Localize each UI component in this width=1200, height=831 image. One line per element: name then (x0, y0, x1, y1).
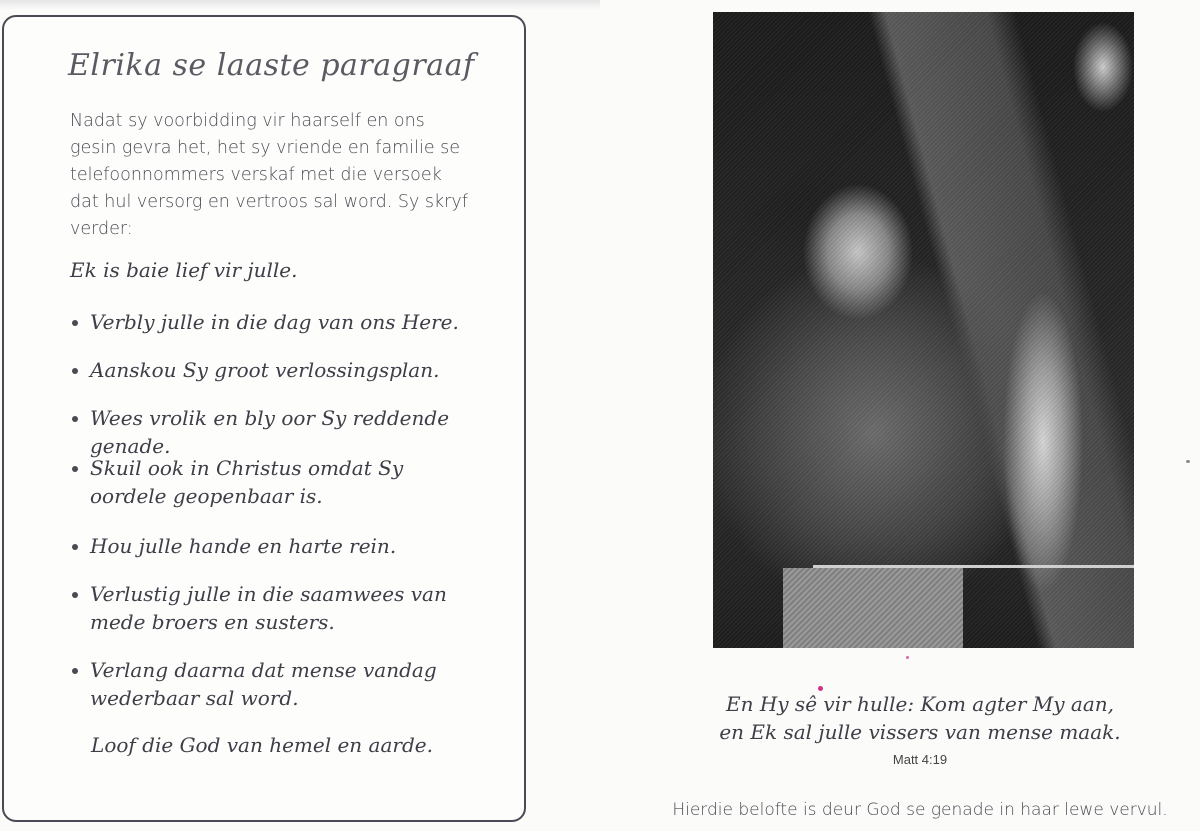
ink-speck-icon (1186, 460, 1190, 463)
ink-speck-icon (906, 656, 909, 659)
halftone-texture (713, 12, 1134, 648)
bullet-icon (72, 416, 78, 422)
footer-line: Hierdie belofte is deur God se genade in haar lewe vervul. (672, 800, 1168, 820)
bullet-icon (72, 544, 78, 550)
verse-reference: Matt 4:19 (892, 752, 948, 767)
bible-verse (640, 690, 1200, 746)
closing-line: Loof die God van hemel en aarde. (91, 733, 433, 757)
verse-line: En Hy sê vir hulle: Kom agter My aan, (726, 692, 1114, 716)
bullet-icon (72, 320, 78, 326)
greeting: Ek is baie lief vir julle. (70, 258, 298, 282)
verse-line: en Ek sal julle vissers van mense maak. (719, 720, 1121, 744)
page-title: Elrika se laaste paragraaf (68, 48, 475, 83)
photo-table-surface (783, 568, 963, 648)
bullet-icon (72, 592, 78, 598)
scan-shadow (0, 0, 600, 10)
bullet-icon (72, 466, 78, 472)
bullet-icon (72, 668, 78, 674)
bullet-icon (72, 368, 78, 374)
photo-woman-holding-fish-icon (713, 12, 1134, 648)
fishing-rod (813, 565, 1134, 568)
intro-paragraph: Nadat sy voorbidding vir haarself en ons gesin gevra het, het sy vriende en familie se telefoonnommers verskaf met die versoek dat hul versorg en vertroos sal word. Sy skryf verder: (70, 111, 468, 239)
